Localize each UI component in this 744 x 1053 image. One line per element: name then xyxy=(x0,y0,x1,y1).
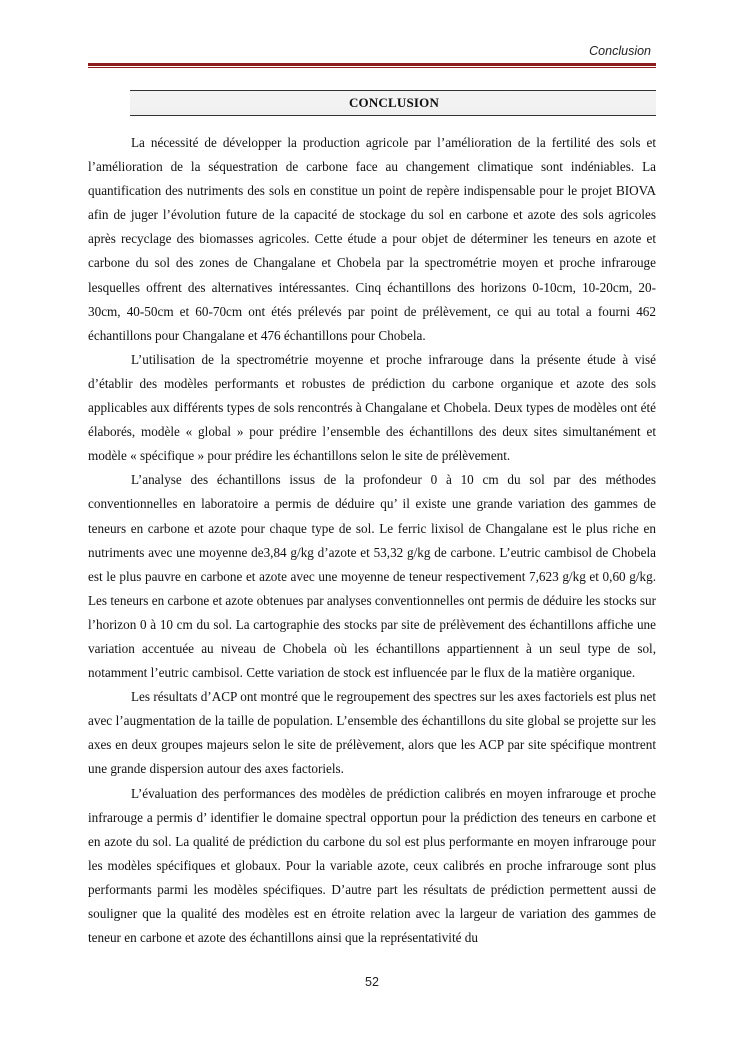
header-rule xyxy=(88,63,656,66)
body-text xyxy=(88,131,656,950)
header-rule-thin xyxy=(88,67,656,68)
page-number: 52 xyxy=(365,975,379,989)
section-title: CONCLUSION xyxy=(348,95,440,110)
paragraph: Les résultats d’ACP ont montré que le regroupement des spectres sur les axes factoriels est plus net avec l’augmentation de la taille de population. L’ensemble des échantillons du site global se projette sur les axes en deux groupes majeurs selon le site de prélèvement, alors que les ACP par site spécifique montrent une grande dispersion autour des axes factoriels. xyxy=(88,689,656,777)
paragraph: La nécessité de développer la production agricole par l’amélioration de la fertilité des sols et l’amélioration de la séquestration de carbone face au changement climatique sont indéniables. La quantification des nutriments des sols en constitue un point de repère indispensable pour le projet BIOVA afin de juger l’évolution future de la capacité de stockage du sol en carbone et azote des sols agricoles après recyclage des biomasses agricoles. Cette étude a pour objet de déterminer les teneurs en azote et carbone du sol des zones de Changalane et Chobela par la spectrométrie moyen et proche infrarouge lesquelles offrent des alternatives intéressantes. Cinq échantillons des horizons 0-10cm, 10-20cm, 20-30cm, 40-50cm et 60-70cm ont étés prélevés par point de prélèvement, ce qui au total a fourni 462 échantillons pour Changalane et 476 échantillons pour Chobela. xyxy=(88,135,656,343)
running-header: Conclusion xyxy=(589,44,651,58)
section-title-box xyxy=(130,90,656,116)
paragraph: L’analyse des échantillons issus de la profondeur 0 à 10 cm du sol par des méthodes conventionnelles en laboratoire a permis de déduire qu’ il existe une grande variation des gammes de teneurs en carbone et azote pour chaque type de sol. Le ferric lixisol de Changalane est le plus riche en nutriments avec une moyenne de3,84 g/kg d’azote et 53,32 g/kg de carbone. L’eutric cambisol de Chobela est le plus pauvre en carbone et azote avec une moyenne de teneur respectivement 7,623 g/kg et 0,60 g/kg. Les teneurs en carbone et azote obtenues par analyses conventionnelles ont permis de déduire les stocks sur l’horizon 0 à 10 cm du sol. La cartographie des stocks par site de prélèvement des échantillons affiche une variation accentuée au niveau de Chobela où les échantillons appartiennent à un seul type de sol, notamment l’eutric cambisol. Cette variation de stock est influencée par le flux de la matière organique. xyxy=(88,472,656,681)
paragraph: L’utilisation de la spectrométrie moyenne et proche infrarouge dans la présente étude à visé d’établir des modèles performants et robustes de prédiction du carbone organique et azote des sols applicables aux différents types de sols rencontrés à Changalane et Chobela. Deux types de modèles ont été élaborés, modèle « global » pour prédire l’ensemble des échantillons des deux sites simultanément et modèle « spécifique » pour prédire les échantillons selon le site de prélèvement. xyxy=(88,351,656,464)
paragraph: L’évaluation des performances des modèles de prédiction calibrés en moyen infrarouge et proche infrarouge a permis d’ identifier le domaine spectral opportun pour la prédiction des teneurs en carbone et en azote du sol. La qualité de prédiction du carbone du sol est plus performante en moyen infrarouge pour les modèles spécifiques et globaux. Pour la variable azote, ceux calibrés en proche infrarouge sont plus performants parmi les modèles spécifiques. D’autre part les résultats de prédiction permettent aussi de souligner que la qualité des modèles est en étroite relation avec la largeur de variation des gammes de teneur en carbone et azote des échantillons ainsi que la représentativité du xyxy=(88,785,656,946)
